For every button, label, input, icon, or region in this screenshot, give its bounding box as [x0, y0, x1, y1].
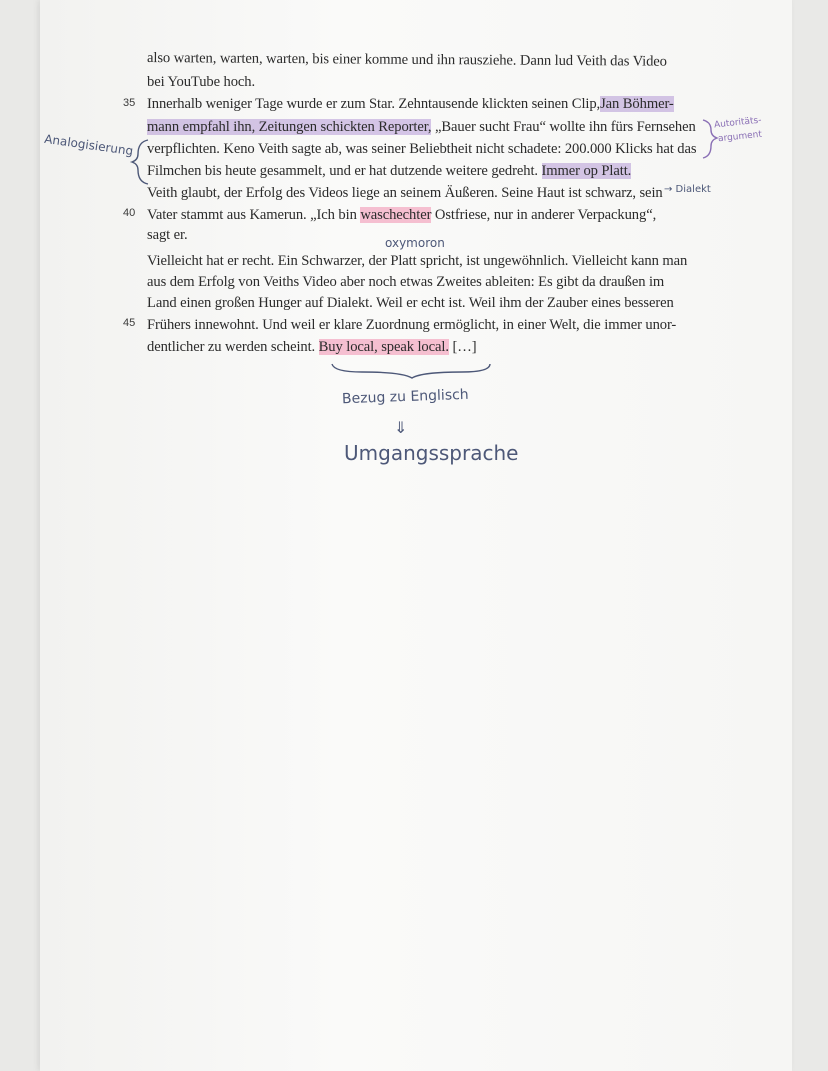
- line-number-35: 35: [123, 97, 136, 109]
- text-line: Frühers innewohnt. Und weil er klare Zuordnung ermöglicht, in einer Welt, die immer unor-: [147, 317, 677, 333]
- line-number-45: 45: [123, 317, 136, 329]
- brace-under-icon: [332, 364, 490, 378]
- arrow-down-icon: ⇓: [394, 418, 408, 437]
- line-number-40: 40: [123, 207, 136, 219]
- bracket-left-icon: [132, 140, 148, 184]
- text-line: also warten, warten, warten, bis einer komme und ihn rausziehe. Dann lud Veith das Video: [146, 50, 667, 70]
- highlight-purple: mann empfahl ihn, Zeitungen schickten Reporter,: [147, 119, 432, 135]
- text-line: Vielleicht hat er recht. Ein Schwarzer, der Platt spricht, ist ungewöhnlich. Vielleicht kann man: [147, 253, 688, 269]
- text-line: Filmchen bis heute gesammelt, und er hat dutzende weitere gedreht. Immer op Platt.: [147, 163, 632, 179]
- text-line: aus dem Erfolg von Veiths Video aber noch etwas Zweites ableiten: Es gibt da draußen im: [147, 274, 665, 290]
- annotation-umgangssprache: Umgangssprache: [344, 441, 519, 465]
- text-line: Innerhalb weniger Tage wurde er zum Star. Zehntausende klickten seinen Clip,Jan Böhmer-: [147, 96, 674, 112]
- annotation-oxymoron: oxymoron: [385, 236, 445, 250]
- text-line: Land einen großen Hunger auf Dialekt. Weil er echt ist. Weil ihm der Zauber eines besseren: [147, 295, 674, 311]
- annotation-argument: argument: [717, 129, 763, 145]
- highlight-purple: Jan Böhmer-: [600, 96, 674, 112]
- text-line: dentlicher zu werden scheint. Buy local, speak local. […]: [147, 339, 477, 355]
- text-line: Veith glaubt, der Erfolg des Videos liege an seinem Äußeren. Seine Haut ist schwarz, sein: [147, 185, 663, 201]
- text-line: Vater stammt aus Kamerun. „Ich bin waschechter Ostfriese, nur in anderer Verpackung“,: [147, 207, 657, 223]
- text-line: verpflichten. Keno Veith sagte ab, was seiner Beliebtheit nicht schadete: 200.000 Klicks hat das: [147, 141, 697, 157]
- annotation-dialekt: → Dialekt: [664, 184, 711, 195]
- text-line: mann empfahl ihn, Zeitungen schickten Reporter, „Bauer sucht Frau“ wollte ihn fürs Fernsehen: [147, 119, 696, 135]
- annotation-bezug: Bezug zu Englisch: [341, 386, 469, 408]
- text-line: bei YouTube hoch.: [147, 74, 256, 90]
- highlight-pink: Buy local, speak local.: [318, 339, 449, 355]
- highlight-pink: waschechter: [360, 207, 432, 223]
- annotation-analogisierung: Analogisierung: [43, 131, 135, 159]
- annotation-autoritaet: Autoritäts-: [713, 115, 763, 131]
- highlight-purple: Immer op Platt.: [541, 163, 632, 179]
- text-line: sagt er.: [147, 227, 188, 243]
